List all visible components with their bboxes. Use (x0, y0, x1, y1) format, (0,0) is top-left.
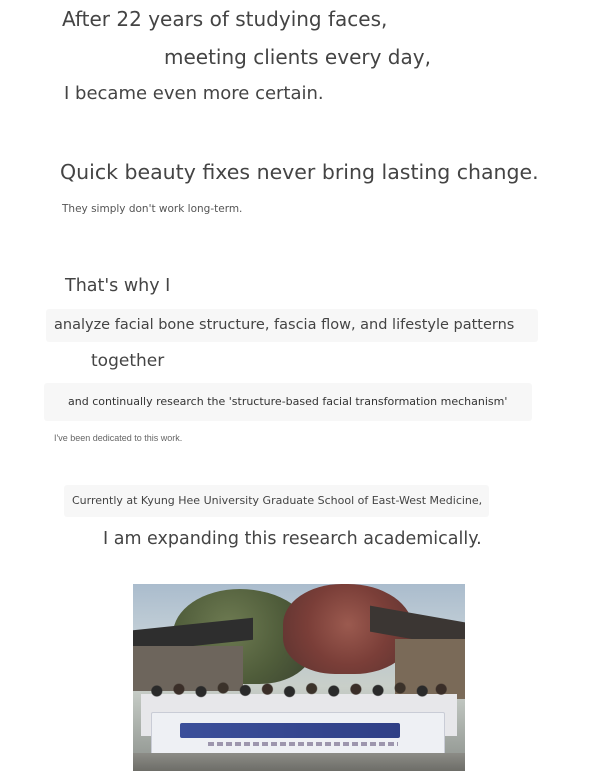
method-analysis-line: analyze facial bone structure, fascia flow, and lifestyle patterns (46, 309, 538, 342)
method-research-line: and continually research the 'structure-based facial transformation mechanism' (44, 383, 532, 421)
method-dedication-note: I've been dedicated to this work. (54, 433, 183, 443)
method-intro: That's why I (65, 276, 171, 296)
photo-ground (133, 753, 465, 771)
intro-line-certain: I became even more certain. (64, 83, 324, 104)
photo-banner-subtitle-bar (208, 742, 398, 746)
intro-line-clients: meeting clients every day, (164, 45, 431, 69)
method-together: together (91, 351, 165, 371)
statement-headline: Quick beauty fixes never bring lasting change. (60, 160, 539, 184)
photo-banner (151, 712, 445, 758)
intro-line-years: After 22 years of studying faces, (62, 7, 388, 31)
statement-subtext: They simply don't work long-term. (62, 203, 243, 215)
academic-affiliation: Currently at Kyung Hee University Graduate School of East-West Medicine, (64, 485, 489, 517)
academic-expansion: I am expanding this research academically. (103, 529, 482, 549)
workshop-group-photo (133, 584, 465, 771)
photo-banner-title-bar (180, 723, 400, 738)
